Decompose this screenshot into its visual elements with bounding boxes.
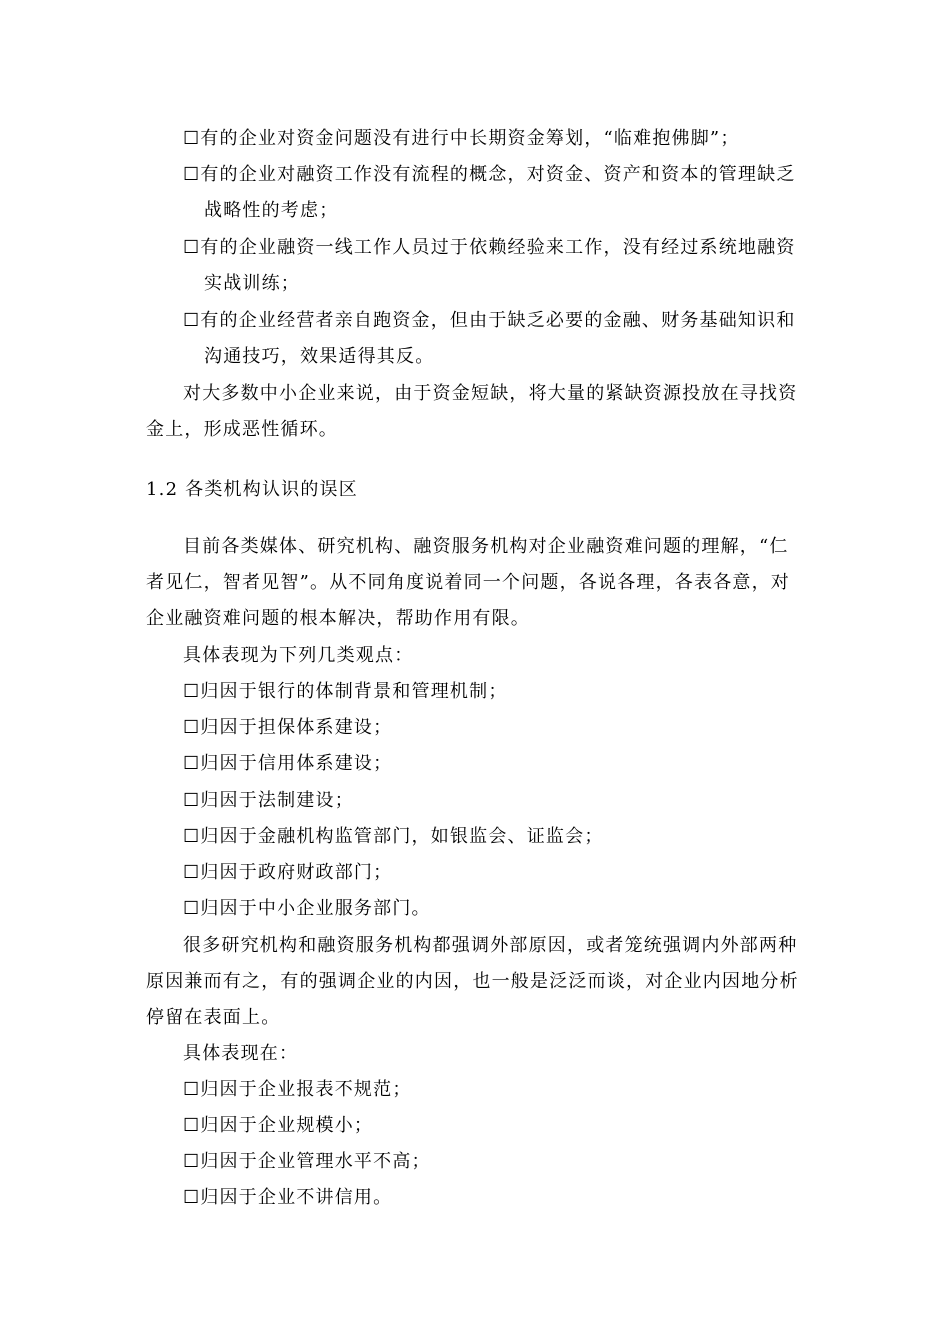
list-item: ☐归因于信用体系建设；: [183, 753, 393, 774]
list-item: ☐归因于企业规模小；: [183, 1115, 374, 1136]
list-item-continuation: 实战训练；: [204, 273, 300, 294]
list-item-continuation: 沟通技巧，效果适得其反。: [204, 346, 435, 367]
list-item: ☐归因于法制建设；: [183, 790, 354, 811]
list-item: ☐归因于企业报表不规范；: [183, 1079, 412, 1100]
list-item: ☐归因于银行的体制背景和管理机制；: [183, 681, 508, 702]
paragraph-line: 很多研究机构和融资服务机构都强调外部原因，或者笼统强调内外部两种: [183, 935, 798, 956]
paragraph-line: 者见仁，智者见智”。从不同角度说着同一个问题，各说各理，各表各意，对: [146, 572, 790, 593]
paragraph-line: 目前各类媒体、研究机构、融资服务机构对企业融资难问题的理解，“仁: [183, 536, 789, 557]
paragraph-line: 停留在表面上。: [146, 1007, 281, 1028]
list-item: ☐有的企业融资一线工作人员过于依赖经验来工作，没有经过系统地融资: [183, 237, 796, 258]
list-item: ☐归因于企业不讲信用。: [183, 1187, 393, 1208]
list-item: ☐归因于金融机构监管部门，如银监会、证监会；: [183, 826, 604, 847]
paragraph-line: 原因兼而有之，有的强调企业的内因，也一般是泛泛而谈，对企业内因地分析: [146, 971, 799, 992]
list-item: ☐有的企业对融资工作没有流程的概念，对资金、资产和资本的管理缺乏: [183, 164, 796, 185]
list-item: ☐归因于中小企业服务部门。: [183, 898, 431, 919]
paragraph-line: 金上，形成恶性循环。: [146, 419, 338, 440]
paragraph-line: 对大多数中小企业来说，由于资金短缺，将大量的紧缺资源投放在寻找资: [183, 383, 798, 404]
list-item: ☐归因于企业管理水平不高；: [183, 1151, 431, 1172]
list-intro: 具体表现在：: [183, 1043, 299, 1064]
section-heading: 1.2 各类机构认识的误区: [146, 479, 358, 500]
list-item: ☐有的企业经营者亲自跑资金，但由于缺乏必要的金融、财务基础知识和: [183, 310, 796, 331]
list-item: ☐归因于担保体系建设；: [183, 717, 393, 738]
paragraph-line: 企业融资难问题的根本解决，帮助作用有限。: [146, 608, 530, 629]
list-intro: 具体表现为下列几类观点：: [183, 645, 414, 666]
list-item-continuation: 战略性的考虑；: [204, 200, 339, 221]
list-item: ☐归因于政府财政部门；: [183, 862, 393, 883]
list-item: ☐有的企业对资金问题没有进行中长期资金筹划，“临难抱佛脚”；: [183, 128, 740, 149]
